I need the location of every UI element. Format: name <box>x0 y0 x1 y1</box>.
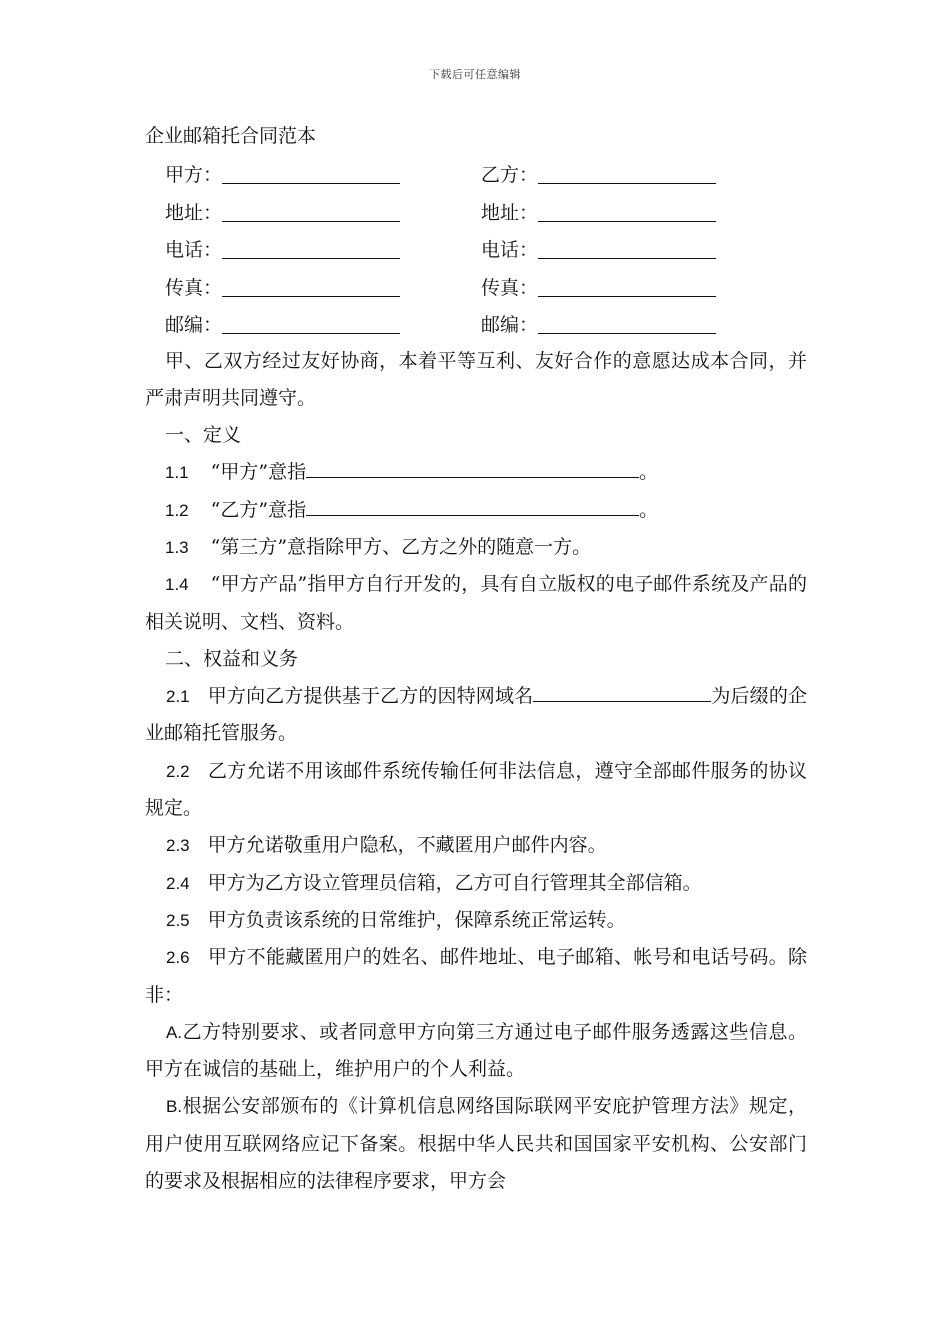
party-row-postcode <box>145 305 807 343</box>
clause-number: 2.3 <box>166 836 190 856</box>
section-heading-rights: 二、权益和义务 <box>165 647 299 670</box>
exception-a <box>145 1014 807 1089</box>
clause-text: “甲方产品”指甲方自行开发的，具有自立版权的电子邮件系统及产品的相关说明、文档、资料。 <box>145 573 807 633</box>
field-label: 地址： <box>165 201 223 224</box>
clause-2-6 <box>145 939 807 1014</box>
clause-number: 2.6 <box>166 948 190 968</box>
field-label: 电话： <box>165 239 223 262</box>
party-b-field <box>481 198 781 225</box>
clause-number: 1.2 <box>165 500 189 520</box>
clause-number: 2.1 <box>166 687 190 707</box>
party-a-field <box>165 273 481 300</box>
intro-paragraph: 甲、乙双方经过友好协商，本着平等互利、友好合作的意愿达成本合同，并严肃声明共同遵守。 <box>145 349 807 409</box>
clause-end: 为后缀的企业邮箱托管服务。 <box>145 685 807 745</box>
fill-blank[interactable] <box>222 276 400 297</box>
section-heading-definitions: 一、定义 <box>165 424 242 447</box>
contract-document <box>145 118 807 1200</box>
clause-end: 。 <box>639 461 659 484</box>
fill-blank[interactable] <box>222 201 400 222</box>
clause-text: 甲方允诺敬重用户隐私，不藏匿用户邮件内容。 <box>207 834 607 857</box>
clause-text: “乙方”意指 <box>210 498 307 521</box>
clause-1-2 <box>145 492 807 529</box>
clause-text: “甲方”意指 <box>210 461 307 484</box>
clause-2-5 <box>145 902 807 939</box>
clause-1-4 <box>145 566 807 641</box>
fill-blank[interactable] <box>222 163 400 184</box>
fill-blank[interactable] <box>222 238 400 259</box>
fill-blank[interactable] <box>306 457 639 478</box>
clause-end: 。 <box>639 498 659 521</box>
item-lead: B. <box>166 1097 183 1117</box>
party-b-field <box>481 273 781 300</box>
exception-b <box>145 1088 807 1200</box>
field-label: 地址： <box>481 201 539 224</box>
party-a-field <box>165 310 481 337</box>
clause-number: 2.5 <box>166 910 190 930</box>
clause-text: 乙方允诺不用该邮件系统传输任何非法信息，遵守全部邮件服务的协议规定。 <box>145 759 807 820</box>
page-header-note: 下载后可任意编辑 <box>429 68 521 81</box>
party-row-address <box>145 193 807 231</box>
clause-2-4 <box>145 865 807 902</box>
clause-number: 2.4 <box>166 873 190 893</box>
item-lead: A. <box>166 1022 183 1042</box>
clause-text: 甲方负责该系统的日常维护，保障系统正常运转。 <box>207 908 626 931</box>
document-title: 企业邮箱托合同范本 <box>145 125 317 147</box>
field-label: 邮编： <box>165 314 223 337</box>
clause-2-2 <box>145 753 807 828</box>
field-label: 电话： <box>481 239 539 262</box>
party-b-field <box>481 235 781 262</box>
field-label: 甲方： <box>165 164 223 187</box>
fill-blank[interactable] <box>538 163 716 184</box>
clause-text: 甲方不能藏匿用户的姓名、邮件地址、电子邮箱、帐号和电话号码。除非： <box>145 946 807 1006</box>
fill-blank[interactable] <box>538 276 716 297</box>
clause-2-1 <box>145 678 807 753</box>
field-label: 乙方： <box>481 164 539 187</box>
party-row-fax <box>145 268 807 306</box>
clause-number: 2.2 <box>166 761 190 781</box>
clause-number: 1.1 <box>165 463 189 483</box>
field-label: 传真： <box>481 276 539 299</box>
field-label: 传真： <box>165 276 223 299</box>
party-b-field <box>481 160 781 187</box>
party-a-field <box>165 160 481 187</box>
item-text: 乙方特别要求、或者同意甲方向第三方通过电子邮件服务透露这些信息。甲方在诚信的基础上，维护用户的个人利益。 <box>145 1020 807 1081</box>
fill-blank[interactable] <box>306 495 639 516</box>
party-b-field <box>481 310 781 337</box>
fill-blank[interactable] <box>533 681 711 702</box>
clause-text: “第三方”意指除甲方、乙方之外的随意一方。 <box>210 535 592 558</box>
clause-2-3 <box>145 827 807 864</box>
clause-number: 1.4 <box>165 575 189 595</box>
fill-blank[interactable] <box>538 201 716 222</box>
party-a-field <box>165 235 481 262</box>
clause-text: 甲方向乙方提供基于乙方的因特网域名 <box>207 685 534 708</box>
fill-blank[interactable] <box>222 313 400 334</box>
item-text: 根据公安部颁布的《计算机信息网络国际联网平安庇护管理方法》规定，用户使用互联网络应记下备案。根据中华人民共和国国家平安机构、公安部门的要求及根据相应的法律程序要求，甲方会 <box>145 1095 807 1193</box>
fill-blank[interactable] <box>538 238 716 259</box>
party-row-phone <box>145 230 807 268</box>
clause-1-3 <box>145 529 807 566</box>
party-a-field <box>165 198 481 225</box>
clause-text: 甲方为乙方设立管理员信箱，乙方可自行管理其全部信箱。 <box>207 871 702 894</box>
field-label: 邮编： <box>481 314 539 337</box>
party-row-name <box>145 155 807 193</box>
clause-1-1 <box>145 454 807 491</box>
fill-blank[interactable] <box>538 313 716 334</box>
clause-number: 1.3 <box>165 537 189 557</box>
